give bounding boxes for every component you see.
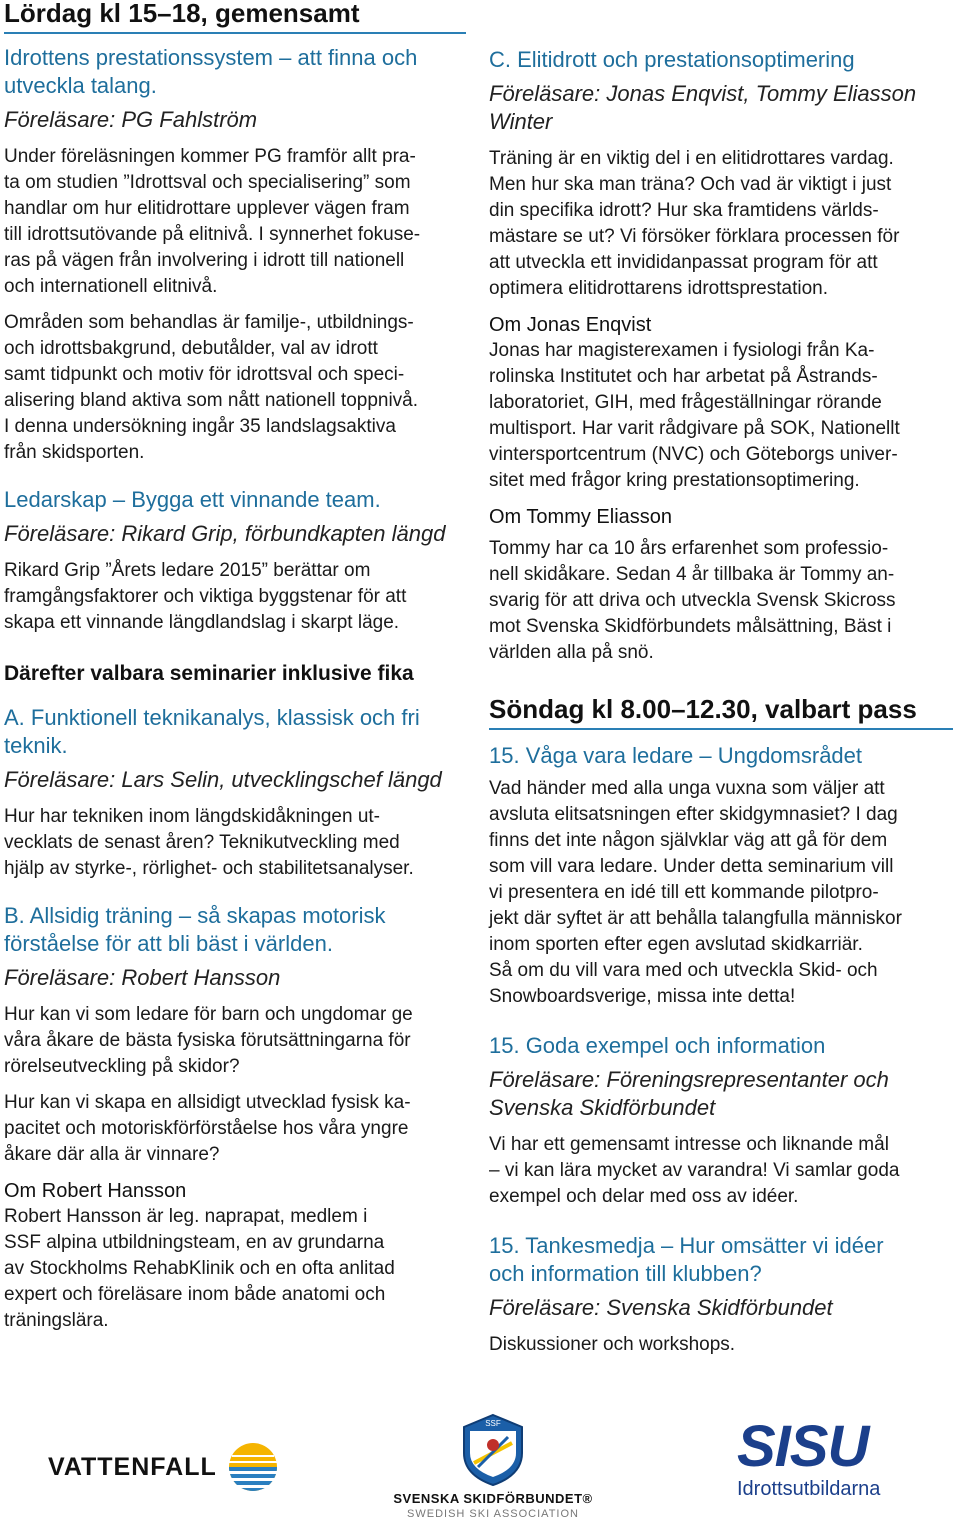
left-column — [4, 0, 466, 1334]
section-a — [4, 704, 466, 882]
seminar-intro: Därefter valbara seminarier inklusive fika — [4, 662, 414, 685]
paragraph: Diskussioner och workshops. — [489, 1334, 736, 1355]
lecturer: Föreläsare: Föreningsrepresentanter och Svenska Skidförbundet — [489, 1067, 889, 1120]
paragraph: Områden som behandlas är familje-, utbildnings- och idrottsbakgrund, debutålder, val av idrott samt tidpunkt och motiv för idrottsval och speci- alisering bland aktiva som nått nationell toppnivå. I denna undersökning ingår 35 landslagsaktiva från skidsporten. — [4, 312, 419, 463]
ssf-logo — [393, 1413, 593, 1521]
lecturer: Föreläsare: Rikard Grip, förbundkapten längd — [4, 521, 446, 546]
section-title: Ledarskap – Bygga ett vinnande team. — [4, 487, 381, 512]
vattenfall-logo: VATTENFALL — [48, 1447, 279, 1487]
paragraph: Hur kan vi som ledare för barn och ungdomar ge våra åkare de bästa fysiska förutsättningarna för rörelseutveckling på skidor? — [4, 1004, 413, 1077]
lecturer: Föreläsare: Jonas Enqvist, Tommy Eliasson Winter — [489, 81, 917, 134]
section-c — [489, 46, 953, 666]
vattenfall-sun-icon — [227, 1441, 279, 1493]
paragraph: Jonas har magisterexamen i fysiologi från Ka- rolinska Institutet och har arbetat på Åstrands- laboratoriet, GIH, med frågeställningar rörande multisport. Har varit rådgivare på SOK, Nationellt vintersportcentrum (NVC) och Göteborgs univer- sitet med frågor kring prestationsoptimering. — [489, 340, 900, 491]
section-15b — [489, 1032, 953, 1210]
section-title: 15. Våga vara ledare – Ungdomsrådet — [489, 743, 863, 768]
section-b — [4, 902, 466, 1334]
section-title: 15. Goda exempel och information — [489, 1033, 826, 1058]
paragraph: Vad händer med alla unga vuxna som väljer att avsluta elitsatsningen efter skidgymnasiet? I dag finns det inte någon självklar väg att gå för dem som vill vara ledare. Under detta seminarium vill vi presentera en idé till ett kommande pilotpro- jekt där syftet är att behålla talangfulla människor inom sporten efter egen avslutad skidkarriär. Så om du vill vara med och utveckla Skid- och Snowboardsverige, missa inte detta! — [489, 778, 902, 1007]
section-title: 15. Tankesmedja – Hur omsätter vi idéer och information till klubben? — [489, 1233, 884, 1286]
lecturer: Föreläsare: Lars Selin, utvecklingschef längd — [4, 767, 442, 792]
about-heading: Om Robert Hansson — [4, 1180, 187, 1202]
lecturer: Föreläsare: Robert Hansson — [4, 965, 281, 990]
ssf-name: SVENSKA SKIDFÖRBUNDET® — [393, 1491, 593, 1506]
section-title: A. Funktionell teknikanalys, klassisk och fri teknik. — [4, 705, 420, 758]
section-15a — [489, 742, 953, 1010]
paragraph: Tommy har ca 10 års erfarenhet som professio- nell skidåkare. Sedan 4 år tillbaka är Tommy an- svarig för att driva och utveckla Svensk Skicross mot Svenska Skidförbundets målsättning, Bäst i världen alla på snö. — [489, 538, 896, 663]
section-title: B. Allsidig träning – så skapas motorisk förståelse för att bli bäst i världen. — [4, 903, 386, 956]
paragraph: Vi har ett gemensamt intresse och liknande mål – vi kan lära mycket av varandra! Vi samlar goda exempel och delar med oss av idéer. — [489, 1134, 900, 1207]
paragraph: Under föreläsningen kommer PG framför allt pra- ta om studien ”Idrottsval och specialisering” som handlar om hur elitidrottare upplever vägen fram till idrottsutövande på elitnivå. I synnerhet fokuse- ras på vägen från involvering i idrott till nationell och internationell elitnivå. — [4, 146, 421, 297]
about-heading: Om Tommy Eliasson — [489, 506, 673, 528]
sisu-wordmark: SISU — [737, 1414, 869, 1479]
ssf-badge-icon — [460, 1413, 526, 1487]
section-15c — [489, 1232, 953, 1358]
sponsor-logos — [0, 1405, 960, 1525]
section-leadership — [4, 486, 466, 636]
paragraph: Hur kan vi skapa en allsidigt utvecklad fysisk ka- pacitet och motoriskförförståelse hos våra yngre åkare där alla är vinnare? — [4, 1092, 411, 1165]
section-title: Idrottens prestationssystem – att finna och utveckla talang. — [4, 45, 418, 98]
paragraph: Träning är en viktig del i en elitidrottares vardag. Men hur ska man träna? Och vad är viktigt i just din specifika idrott? Hur ska framtidens världs- mästare se ut? Vi försöker förklara processen för att utveckla ett invididanpassat program för att optimera elitidrottarens idrottsprestation. — [489, 148, 900, 299]
paragraph: Rikard Grip ”Årets ledare 2015” berättar om framgångsfaktorer och viktiga byggstenar för att skapa ett vinnande längdlandslag i skarpt läge. — [4, 560, 407, 633]
paragraph: Hur har tekniken inom längdskidåkningen ut- vecklats de senast åren? Teknikutveckling med hjälp av styrke-, rörlighet- och stabilitetsanalyser. — [4, 806, 414, 879]
ssf-badge-text: SSF — [485, 1419, 501, 1428]
lecturer: Föreläsare: PG Fahlström — [4, 107, 258, 132]
sisu-subtitle: Idrottsutbildarna — [737, 1478, 881, 1500]
right-column — [489, 0, 953, 1358]
paragraph: Robert Hansson är leg. naprapat, medlem i SSF alpina utbildningsteam, en av grundarna av Stockholms RehabKlinik och en ofta anlitad expert och föreläsare inom både anatomi och träningslära. — [4, 1206, 395, 1331]
day-header-saturday: Lördag kl 15–18, gemensamt — [4, 0, 466, 34]
about-heading: Om Jonas Enqvist — [489, 314, 652, 336]
ssf-subtitle: SWEDISH SKI ASSOCIATION — [407, 1508, 579, 1520]
sisu-logo — [737, 1414, 917, 1501]
day-header-sunday: Söndag kl 8.00–12.30, valbart pass — [489, 694, 953, 730]
section-talent — [4, 44, 466, 466]
lecturer: Föreläsare: Svenska Skidförbundet — [489, 1295, 833, 1320]
section-title: C. Elitidrott och prestationsoptimering — [489, 47, 855, 72]
